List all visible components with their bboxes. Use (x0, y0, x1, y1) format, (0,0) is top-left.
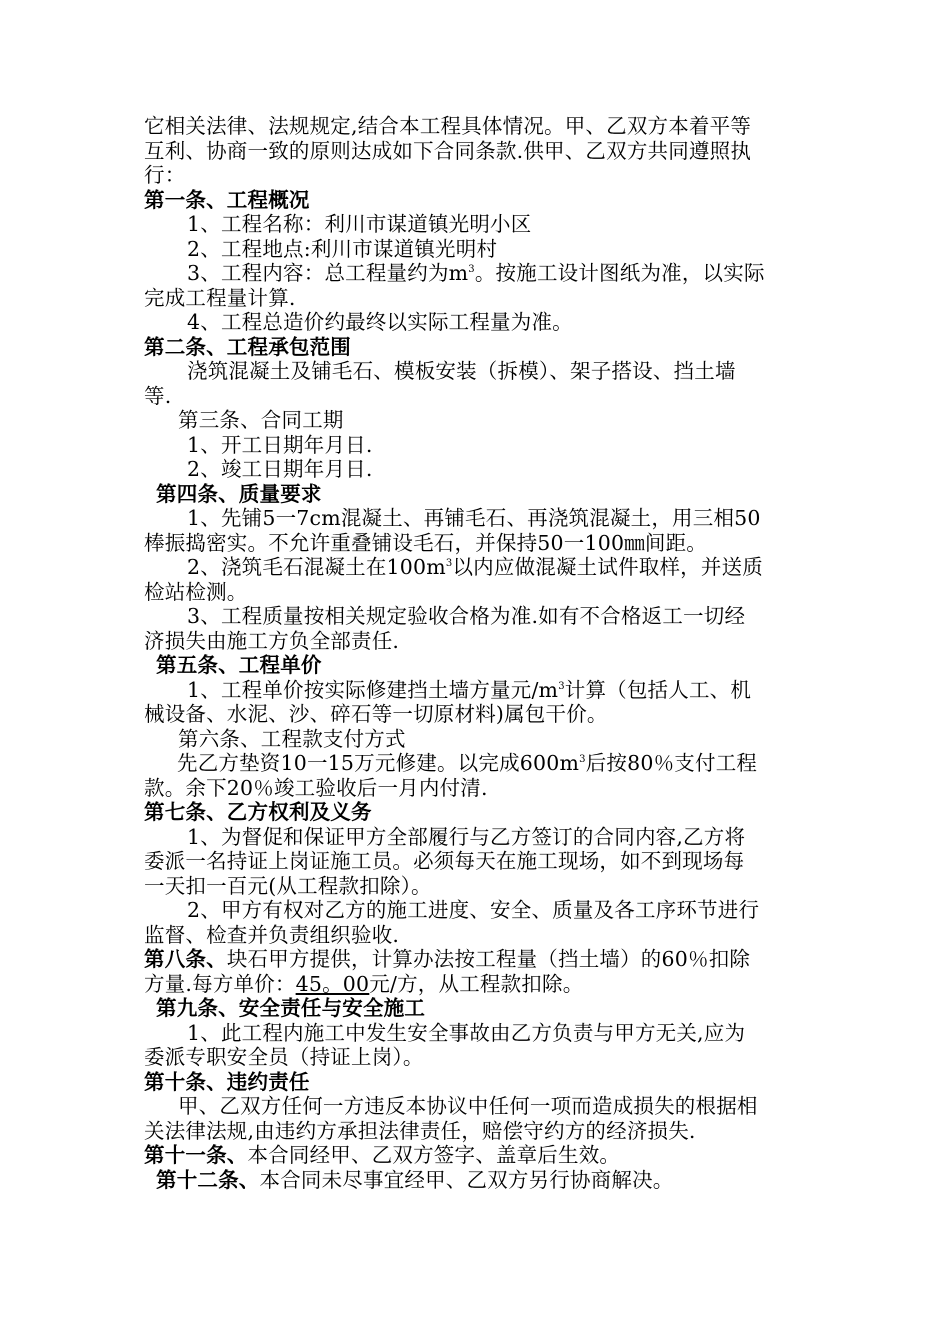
article-3-title: 第三条、合同工期 (178, 408, 344, 432)
article-10-title: 第十条、违约责任 (144, 1069, 310, 1094)
article-10-line: 甲、乙双方任何一方违反本协议中任何一项而造成损失的根据相 (178, 1094, 758, 1118)
article-8-title: 第八条、 (144, 947, 227, 971)
text-segment: 块石甲方提供，计算办法按工程量（挡土墙）的60％扣除 (226, 947, 751, 971)
article-7-line: 监督、检查并负责组织验收. (144, 922, 400, 947)
intro-line-1: 它相关法律、法规规定,结合本工程具体情况。甲、乙双方本着平等 (144, 114, 752, 138)
article-8-line (144, 947, 810, 972)
article-7-title: 第七条、乙方权利及义务 (144, 800, 372, 824)
text-segment: 计算（包括人工、机 (564, 677, 752, 702)
text-segment: 3、工程内容：总工程量约为m (187, 261, 469, 285)
article-11-line (144, 1143, 810, 1168)
article-7-line: 2、甲方有权对乙方的施工进度、安全、质量及各工序环节进行 (187, 898, 760, 922)
text-segment: 。按施工设计图纸为准，以实际 (474, 261, 765, 285)
article-1-line: 2、工程地点:利川市谋道镇光明村 (187, 236, 498, 261)
article-2-line: 等. (144, 383, 172, 408)
article-9-line: 1、此工程内施工中发生安全事故由乙方负责与甲方无关,应为 (187, 1020, 746, 1045)
article-2-line: 浇筑混凝土及铺毛石、模板安装（拆模）、架子搭设、挡土墙 (187, 359, 736, 383)
article-9-line: 委派专职安全员（持证上岗）。 (144, 1045, 424, 1069)
text-segment: 2、浇筑毛石混凝土在100m (187, 555, 446, 579)
article-9-title: 第九条、安全责任与安全施工 (156, 996, 426, 1020)
article-3-line: 2、竣工日期年月日. (187, 457, 373, 481)
article-4-line: 棒振捣密实。不允许重叠铺设毛石，并保持50一100㎜间距。 (144, 530, 708, 555)
article-1-line: 1、工程名称：利川市谋道镇光明小区 (187, 212, 532, 236)
article-2-title: 第二条、工程承包范围 (144, 334, 351, 359)
intro-line-2: 互利、协商一致的原则达成如下合同条款.供甲、乙双方共同遵照执 (144, 138, 752, 163)
text-segment: 先乙方垫资10一15万元修建。以完成600m (177, 751, 580, 775)
article-12-line (144, 1168, 810, 1193)
superscript: 3 (579, 754, 586, 765)
article-1-title: 第一条、工程概况 (144, 187, 310, 212)
article-7-line: 一天扣一百元(从工程款扣除）。 (144, 873, 432, 898)
article-7-line: 委派一名持证上岗证施工员。必须每天在施工现场，如不到现场每 (144, 849, 745, 873)
text-segment: 本合同经甲、乙双方签字、盖章后生效。 (247, 1143, 621, 1167)
article-4-line: 1、先铺5一7cm混凝土、再铺毛石、再浇筑混凝土，用三相50 (187, 506, 761, 530)
text-segment: 本合同未尽事宜经甲、乙双方另行协商解决。 (259, 1167, 674, 1192)
intro-line-3: 行： (144, 163, 186, 187)
article-10-line: 关法律法规,由违约方承担法律责任，赔偿守约方的经济损失. (144, 1118, 696, 1143)
text-segment: 以内应做混凝土试件取样，并送质 (452, 555, 763, 579)
article-1-line (144, 261, 810, 286)
article-4-title: 第四条、质量要求 (156, 481, 322, 506)
superscript: 3 (558, 680, 565, 692)
article-6-line: 款。余下20％竣工验收后一月内付清. (144, 775, 488, 800)
text-segment: 1、工程单价按实际修建挡土墙方量元/m (187, 677, 559, 702)
article-1-line: 完成工程量计算. (144, 285, 296, 310)
article-4-line (144, 555, 810, 580)
article-6-line (144, 751, 810, 776)
article-5-title: 第五条、工程单价 (156, 653, 322, 677)
article-12-title: 第十二条、 (156, 1167, 260, 1192)
unit-price: 45。00 (295, 971, 370, 996)
text-segment: 元/方，从工程款扣除。 (369, 971, 584, 996)
superscript: 3 (445, 558, 453, 569)
article-5-line (144, 678, 810, 703)
article-4-line: 检站检测。 (144, 579, 248, 604)
text-segment: 后按80％支付工程 (585, 751, 758, 775)
article-8-line (144, 972, 810, 997)
article-1-line: 4、工程总造价约最终以实际工程量为准。 (187, 310, 573, 334)
article-3-line: 1、开工日期年月日. (187, 432, 373, 457)
article-4-line: 济损失由施工方负全部责任. (144, 628, 400, 653)
article-4-line: 3、工程质量按相关规定验收合格为准.如有不合格返工一切经 (187, 604, 746, 628)
text-segment: 方量.每方单价： (144, 971, 296, 996)
article-6-title: 第六条、工程款支付方式 (178, 726, 406, 751)
superscript: 3 (468, 264, 475, 275)
article-5-line: 械设备、水泥、沙、碎石等一切原材料)属包干价。 (144, 702, 608, 726)
article-11-title: 第十一条、 (144, 1143, 248, 1167)
article-7-line: 1、为督促和保证甲方全部履行与乙方签订的合同内容,乙方将 (187, 824, 746, 849)
